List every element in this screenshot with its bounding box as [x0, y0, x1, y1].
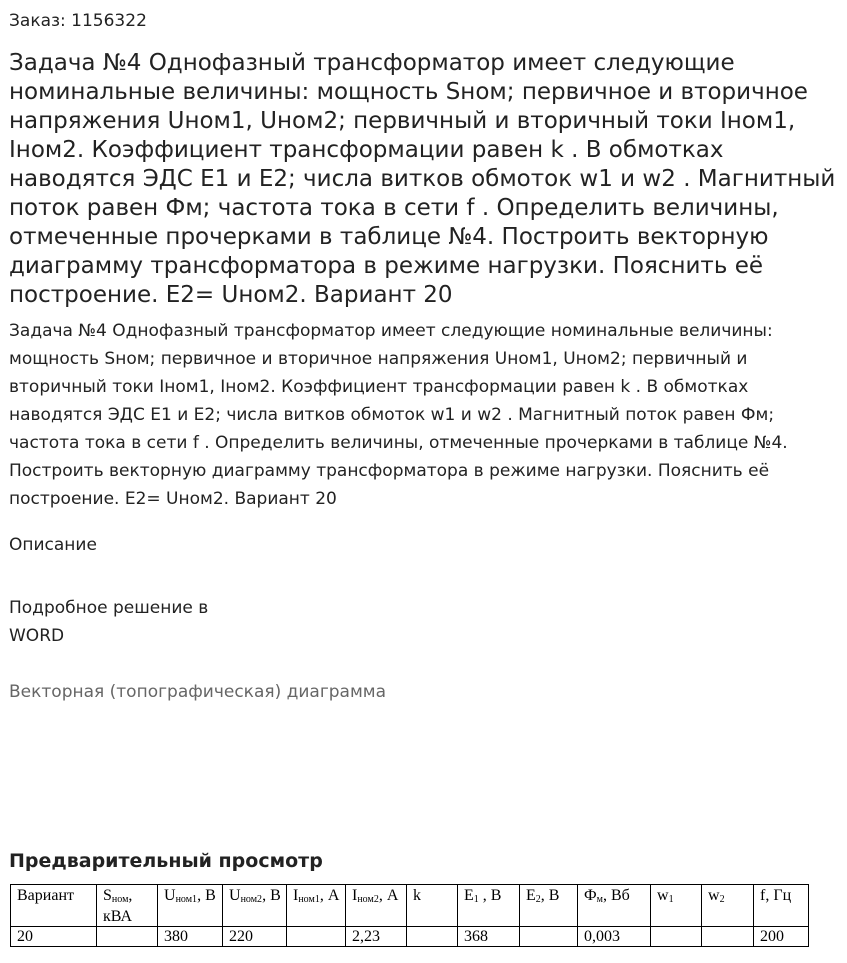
- header-w2: w2: [702, 885, 754, 927]
- table-header-row: [11, 885, 809, 927]
- cell-e1: 368: [458, 927, 520, 947]
- header-e2: E2, В: [520, 885, 578, 927]
- solution-details-line-1: Подробное решение в: [9, 598, 209, 618]
- vector-diagram-link[interactable]: Векторная (топографическая) диаграмма: [9, 682, 387, 702]
- header-s-nom: Sном, кВА: [97, 885, 158, 927]
- cell-w1: [651, 927, 702, 947]
- header-e1: E1 , В: [458, 885, 520, 927]
- header-k: k: [407, 885, 458, 927]
- cell-phi-m: 0,003: [578, 927, 651, 947]
- header-i-nom1: Iном1, А: [287, 885, 346, 927]
- header-i-nom2: Iном2, А: [346, 885, 407, 927]
- cell-i-nom1: [287, 927, 346, 947]
- header-frequency: f, Гц: [754, 885, 809, 927]
- header-phi-m: Фм, Вб: [578, 885, 651, 927]
- table-row: [11, 927, 809, 947]
- cell-u-nom2: 220: [223, 927, 287, 947]
- solution-details: [9, 594, 208, 650]
- header-u-nom1: Uном1, В: [158, 885, 223, 927]
- page-title: Задача №4 Однофазный трансформатор имеет следующие номинальные величины: мощность Sном; первичное и вторичное напряжения Uном1, Uном2; первичный и вторичный токи Iном1, Iном2. Коэффициент трансформации равен k . В обмотках наводятся ЭДС E1 и E2; числа витков обмоток w1 и w2 . Магнитный поток равен Фм; частота тока в сети f . Определить величины, отмеченные прочерками в таблице №4. Построить векторную диаграмму трансформатора в режиме нагрузки. Пояснить её построение. E2= Uном2. Вариант 20: [9, 50, 836, 308]
- cell-variant: 20: [11, 927, 97, 947]
- parameters-table: [10, 884, 809, 947]
- order-number: Заказ: 1156322: [9, 11, 147, 31]
- cell-i-nom2: 2,23: [346, 927, 407, 947]
- solution-details-line-2: WORD: [9, 626, 65, 646]
- task-description: Задача №4 Однофазный трансформатор имеет следующие номинальные величины: мощность Sном; первичное и вторичное напряжения Uном1, Uном2; первичный и вторичный токи Iном1, Iном2. Коэффициент трансформации равен k . В обмотках наводятся ЭДС E1 и E2; числа витков обмоток w1 и w2 . Магнитный поток равен Фм; частота тока в сети f . Определить величины, отмеченные прочерками в таблице №4. Построить векторную диаграмму трансформатора в режиме нагрузки. Пояснить её построение. E2= Uном2. Вариант 20: [9, 321, 788, 509]
- cell-s-nom: [97, 927, 158, 947]
- cell-k: [407, 927, 458, 947]
- cell-w2: [702, 927, 754, 947]
- preview-heading: Предварительный просмотр: [9, 850, 323, 872]
- header-variant: Вариант: [11, 885, 97, 927]
- cell-frequency: 200: [754, 927, 809, 947]
- cell-e2: [520, 927, 578, 947]
- cell-u-nom1: 380: [158, 927, 223, 947]
- header-u-nom2: Uном2, В: [223, 885, 287, 927]
- header-w1: w1: [651, 885, 702, 927]
- description-label: Описание: [9, 535, 97, 555]
